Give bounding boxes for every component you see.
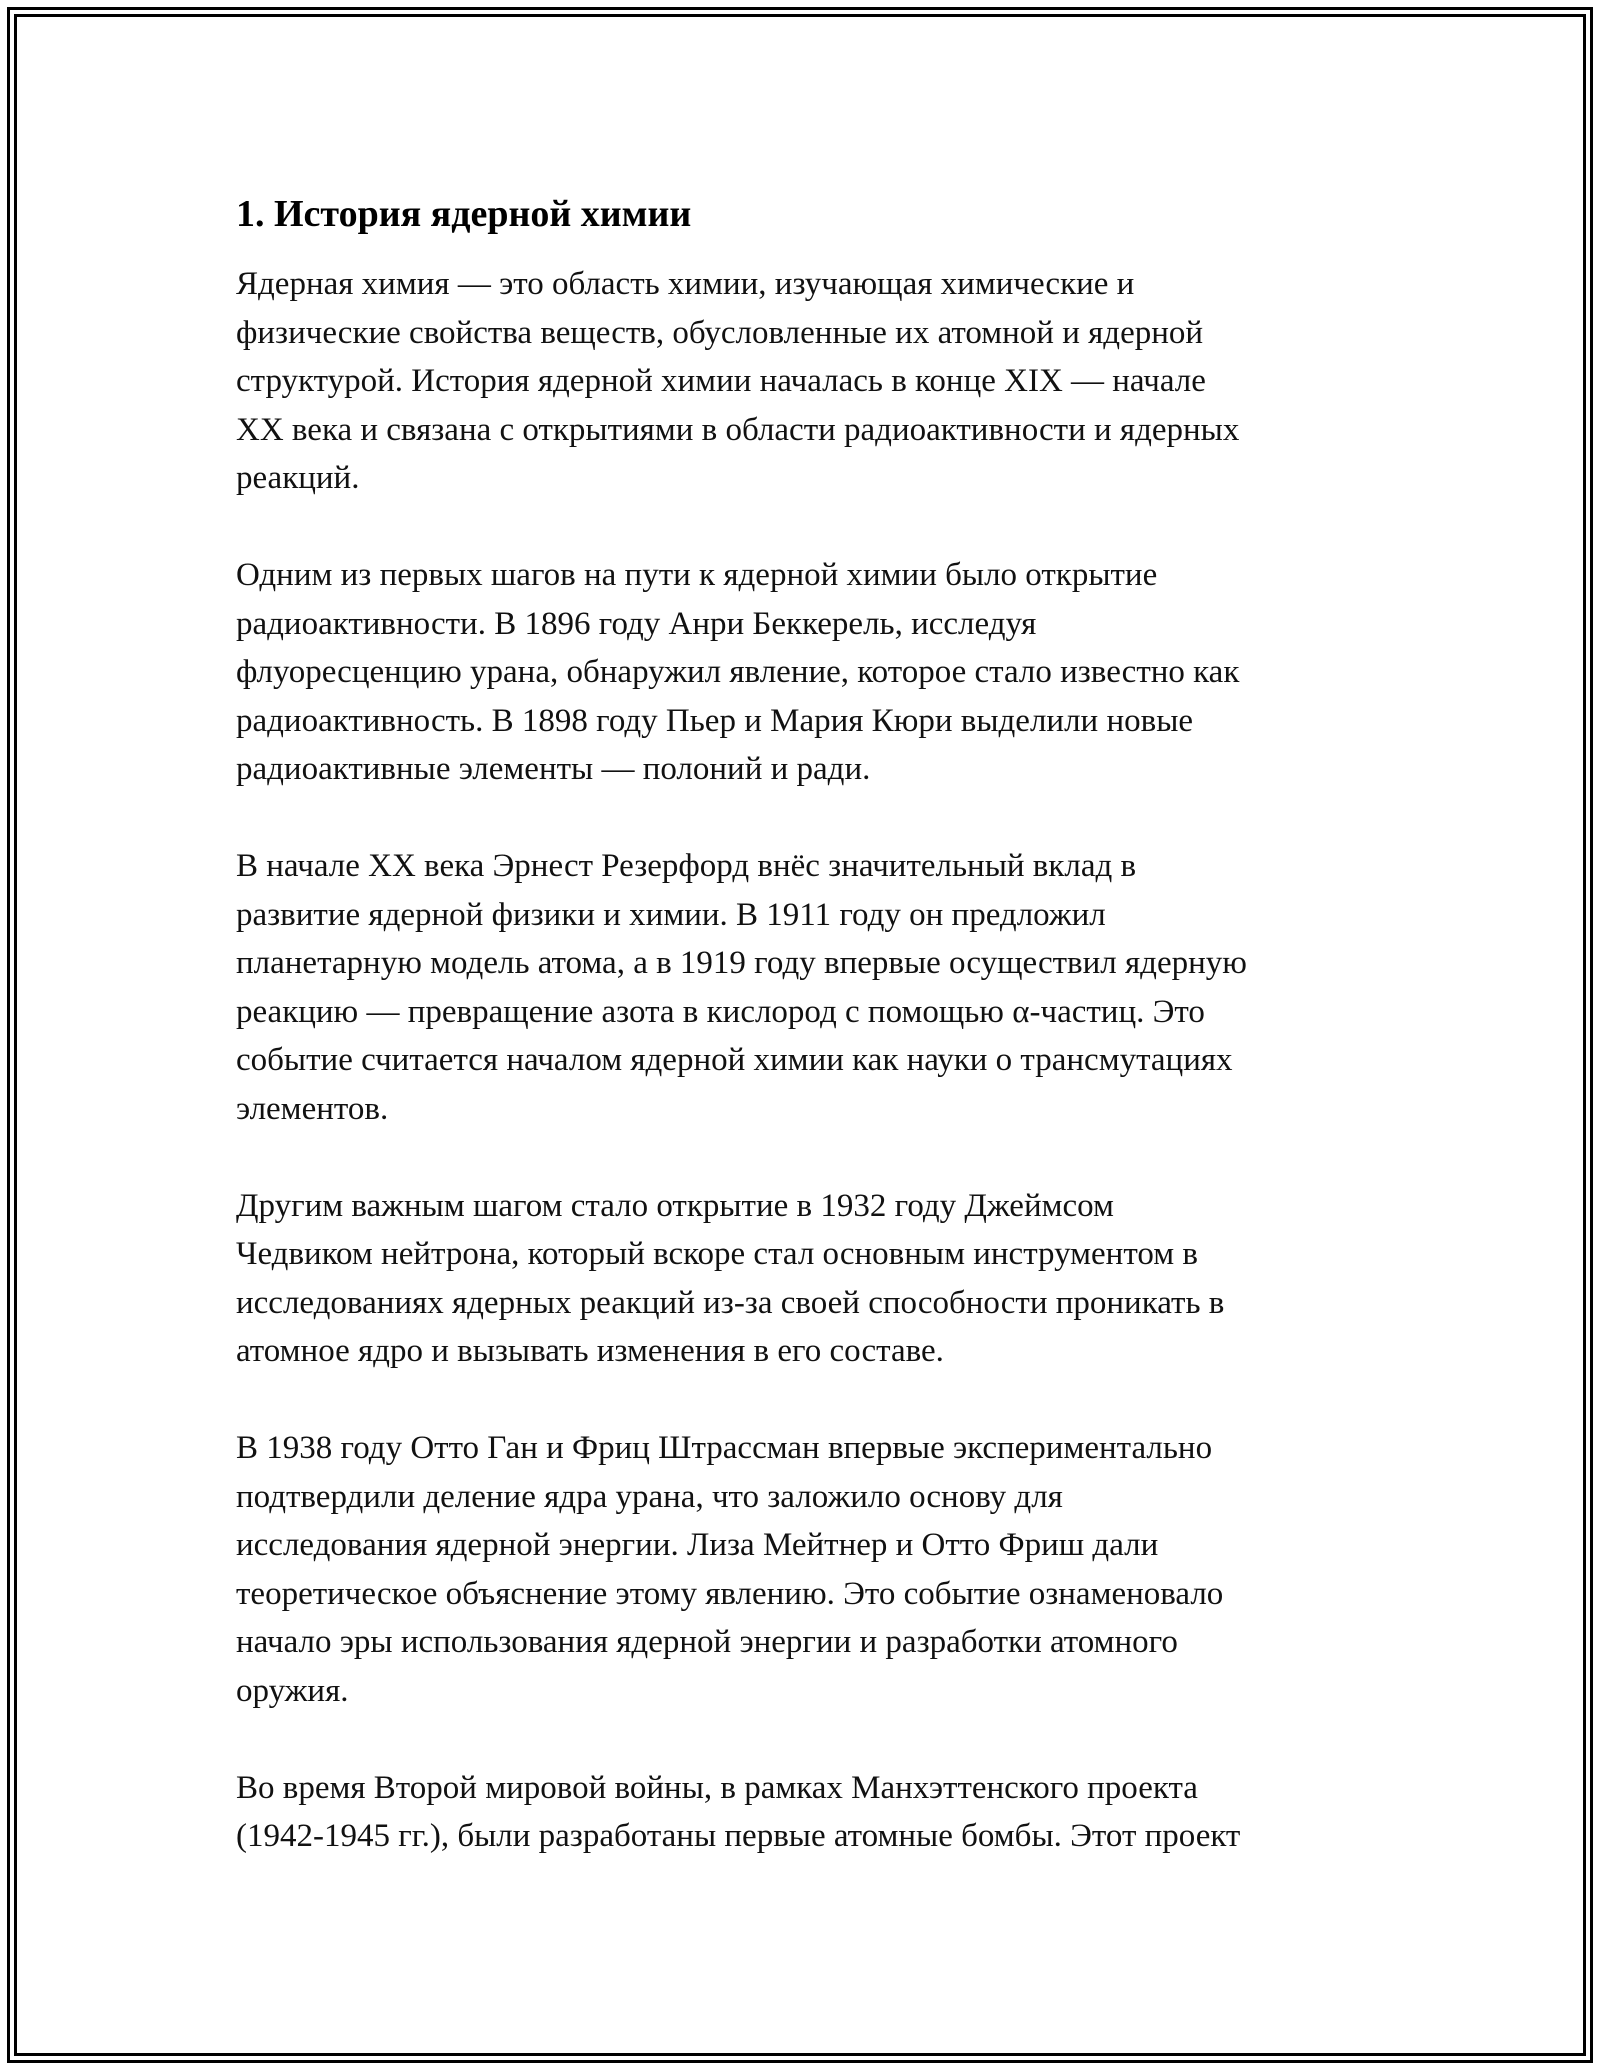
paragraph-neutron: Другим важным шагом стало открытие в 1932 году Джеймсом Чедвиком нейтрона, который вскоре стал основным инструментом в исследованиях ядерных реакций из-за своей способности проникать в атомное ядро и вызывать изменения в его составе. [236,1187,1225,1369]
paragraph-radioactivity: Одним из первых шагов на пути к ядерной химии было открытие радиоактивности. В 1896 году Анри Беккерель, исследуя флуоресценцию урана, обнаружил явление, которое стало известно как радиоактивность. В 1898 году Пьер и Мария Кюри выделили новые радиоактивные элементы — полоний и ради. [236,557,1240,787]
paragraph-intro: Ядерная химия — это область химии, изучающая химические и физические свойства веществ, обусловленные их атомной и ядерной структурой. История ядерной химии началась в конце XIX — начале XX века и связана с открытиями в области радиоактивности и ядерных реакций. [236,266,1240,496]
paragraph-fission: В 1938 году Отто Ган и Фриц Штрассман впервые экспериментально подтвердили деление ядра урана, что заложило основу для исследования ядерной энергии. Лиза Мейтнер и Отто Фриш дали теоретическое объяснение этому явлению. Это событие ознаменовало начало эры использования ядерной энергии и разработки атомного оружия. [236,1430,1224,1709]
document-page [236,186,1386,1909]
paragraph-manhattan: Во время Второй мировой войны, в рамках Манхэттенского проекта (1942-1945 гг.), были разработаны первые атомные бомбы. Этот проект [236,1769,1241,1854]
section-heading: 1. История ядерной химии [236,193,692,235]
paragraph-rutherford: В начале XX века Эрнест Резерфорд внёс значительный вклад в развитие ядерной физики и химии. В 1911 году он предложил планетарную модель атома, а в 1919 году впервые осуществил ядерную реакцию — превращение азота в кислород с помощью α-частиц. Это событие считается началом ядерной химии как науки о трансмутациях элементов. [236,848,1247,1127]
